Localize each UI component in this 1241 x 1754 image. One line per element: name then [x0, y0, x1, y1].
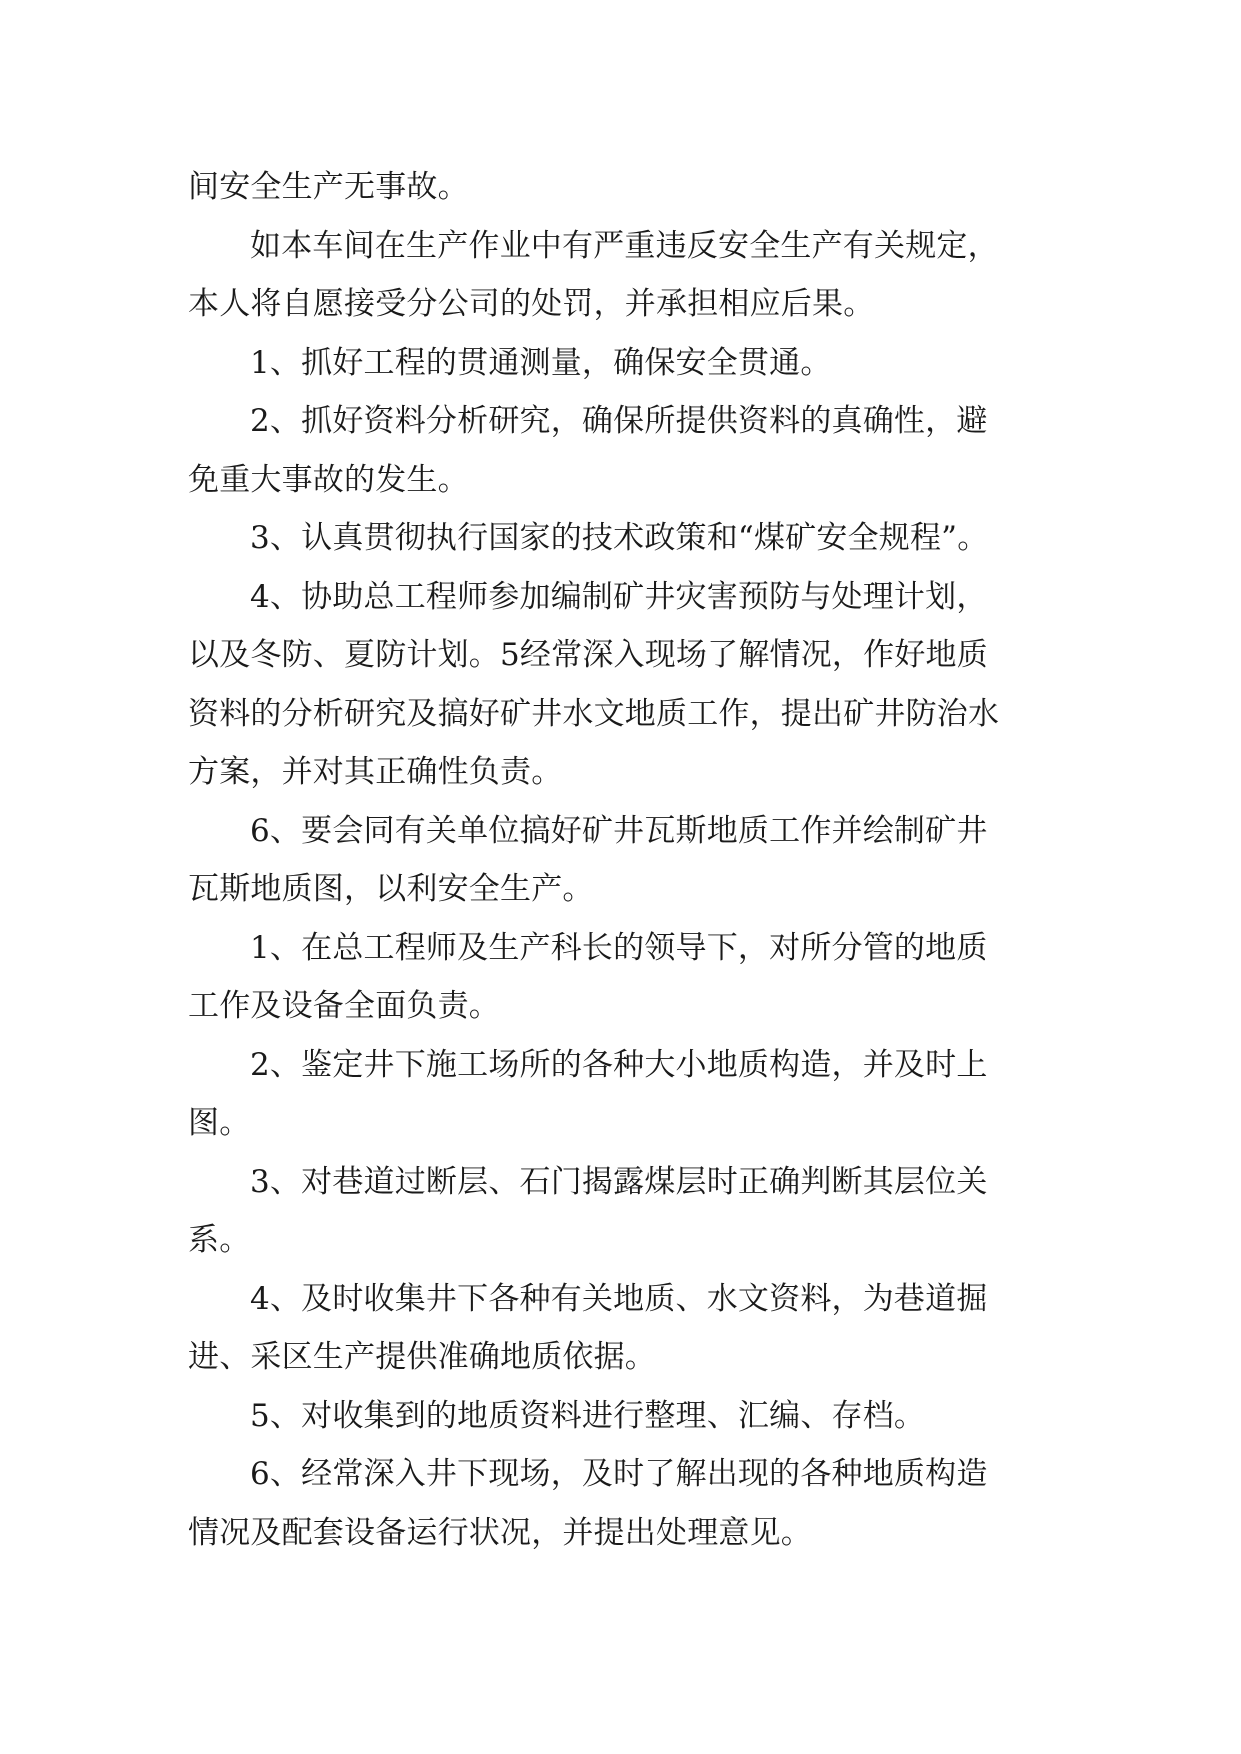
text-line: 方案，并对其正确性负责。 [188, 754, 563, 790]
text-line: 1、抓好工程的贯通测量，确保安全贯通。 [250, 344, 832, 381]
text-line: 1、在总工程师及生产科长的领导下，对所分管的地质 [250, 929, 988, 966]
text-line: 3、对巷道过断层、石门揭露煤层时正确判断其层位关 [250, 1163, 988, 1200]
text-line: 4、及时收集井下各种有关地质、水文资料，为巷道掘 [250, 1280, 988, 1317]
text-line: 如本车间在生产作业中有严重违反安全生产有关规定， [250, 227, 999, 264]
text-line: 6、经常深入井下现场，及时了解出现的各种地质构造 [250, 1456, 988, 1492]
text-line: 系。 [188, 1222, 251, 1258]
text-line: 图。 [188, 1105, 251, 1141]
text-line: 工作及设备全面负责。 [188, 988, 500, 1024]
text-line: 6、要会同有关单位搞好矿井瓦斯地质工作并绘制矿井 [250, 812, 988, 849]
text-line: 4、协助总工程师参加编制矿井灾害预防与处理计划， [250, 578, 988, 615]
text-line: 5、对收集到的地质资料进行整理、汇编、存档。 [250, 1397, 926, 1434]
document-body [188, 158, 1058, 1562]
text-line: 本人将自愿接受分公司的处罚，并承担相应后果。 [188, 286, 875, 322]
text-line: 免重大事故的发生。 [188, 461, 469, 498]
text-line: 资料的分析研究及搞好矿井水文地质工作，提出矿井防治水 [188, 695, 1000, 732]
text-line: 间安全生产无事故。 [188, 169, 469, 205]
text-line: 瓦斯地质图，以利安全生产。 [188, 871, 594, 907]
text-line: 2、抓好资料分析研究，确保所提供资料的真确性，避 [250, 403, 988, 439]
text-line: 情况及配套设备运行状况，并提出处理意见。 [188, 1514, 812, 1551]
text-line: 进、采区生产提供准确地质依据。 [188, 1339, 656, 1375]
text-line: 3、认真贯彻执行国家的技术政策和“煤矿安全规程”。 [250, 520, 989, 556]
text-line: 以及冬防、夏防计划。5经常深入现场了解情况，作好地质 [188, 637, 988, 673]
text-line: 2、鉴定井下施工场所的各种大小地质构造，并及时上 [250, 1046, 988, 1083]
